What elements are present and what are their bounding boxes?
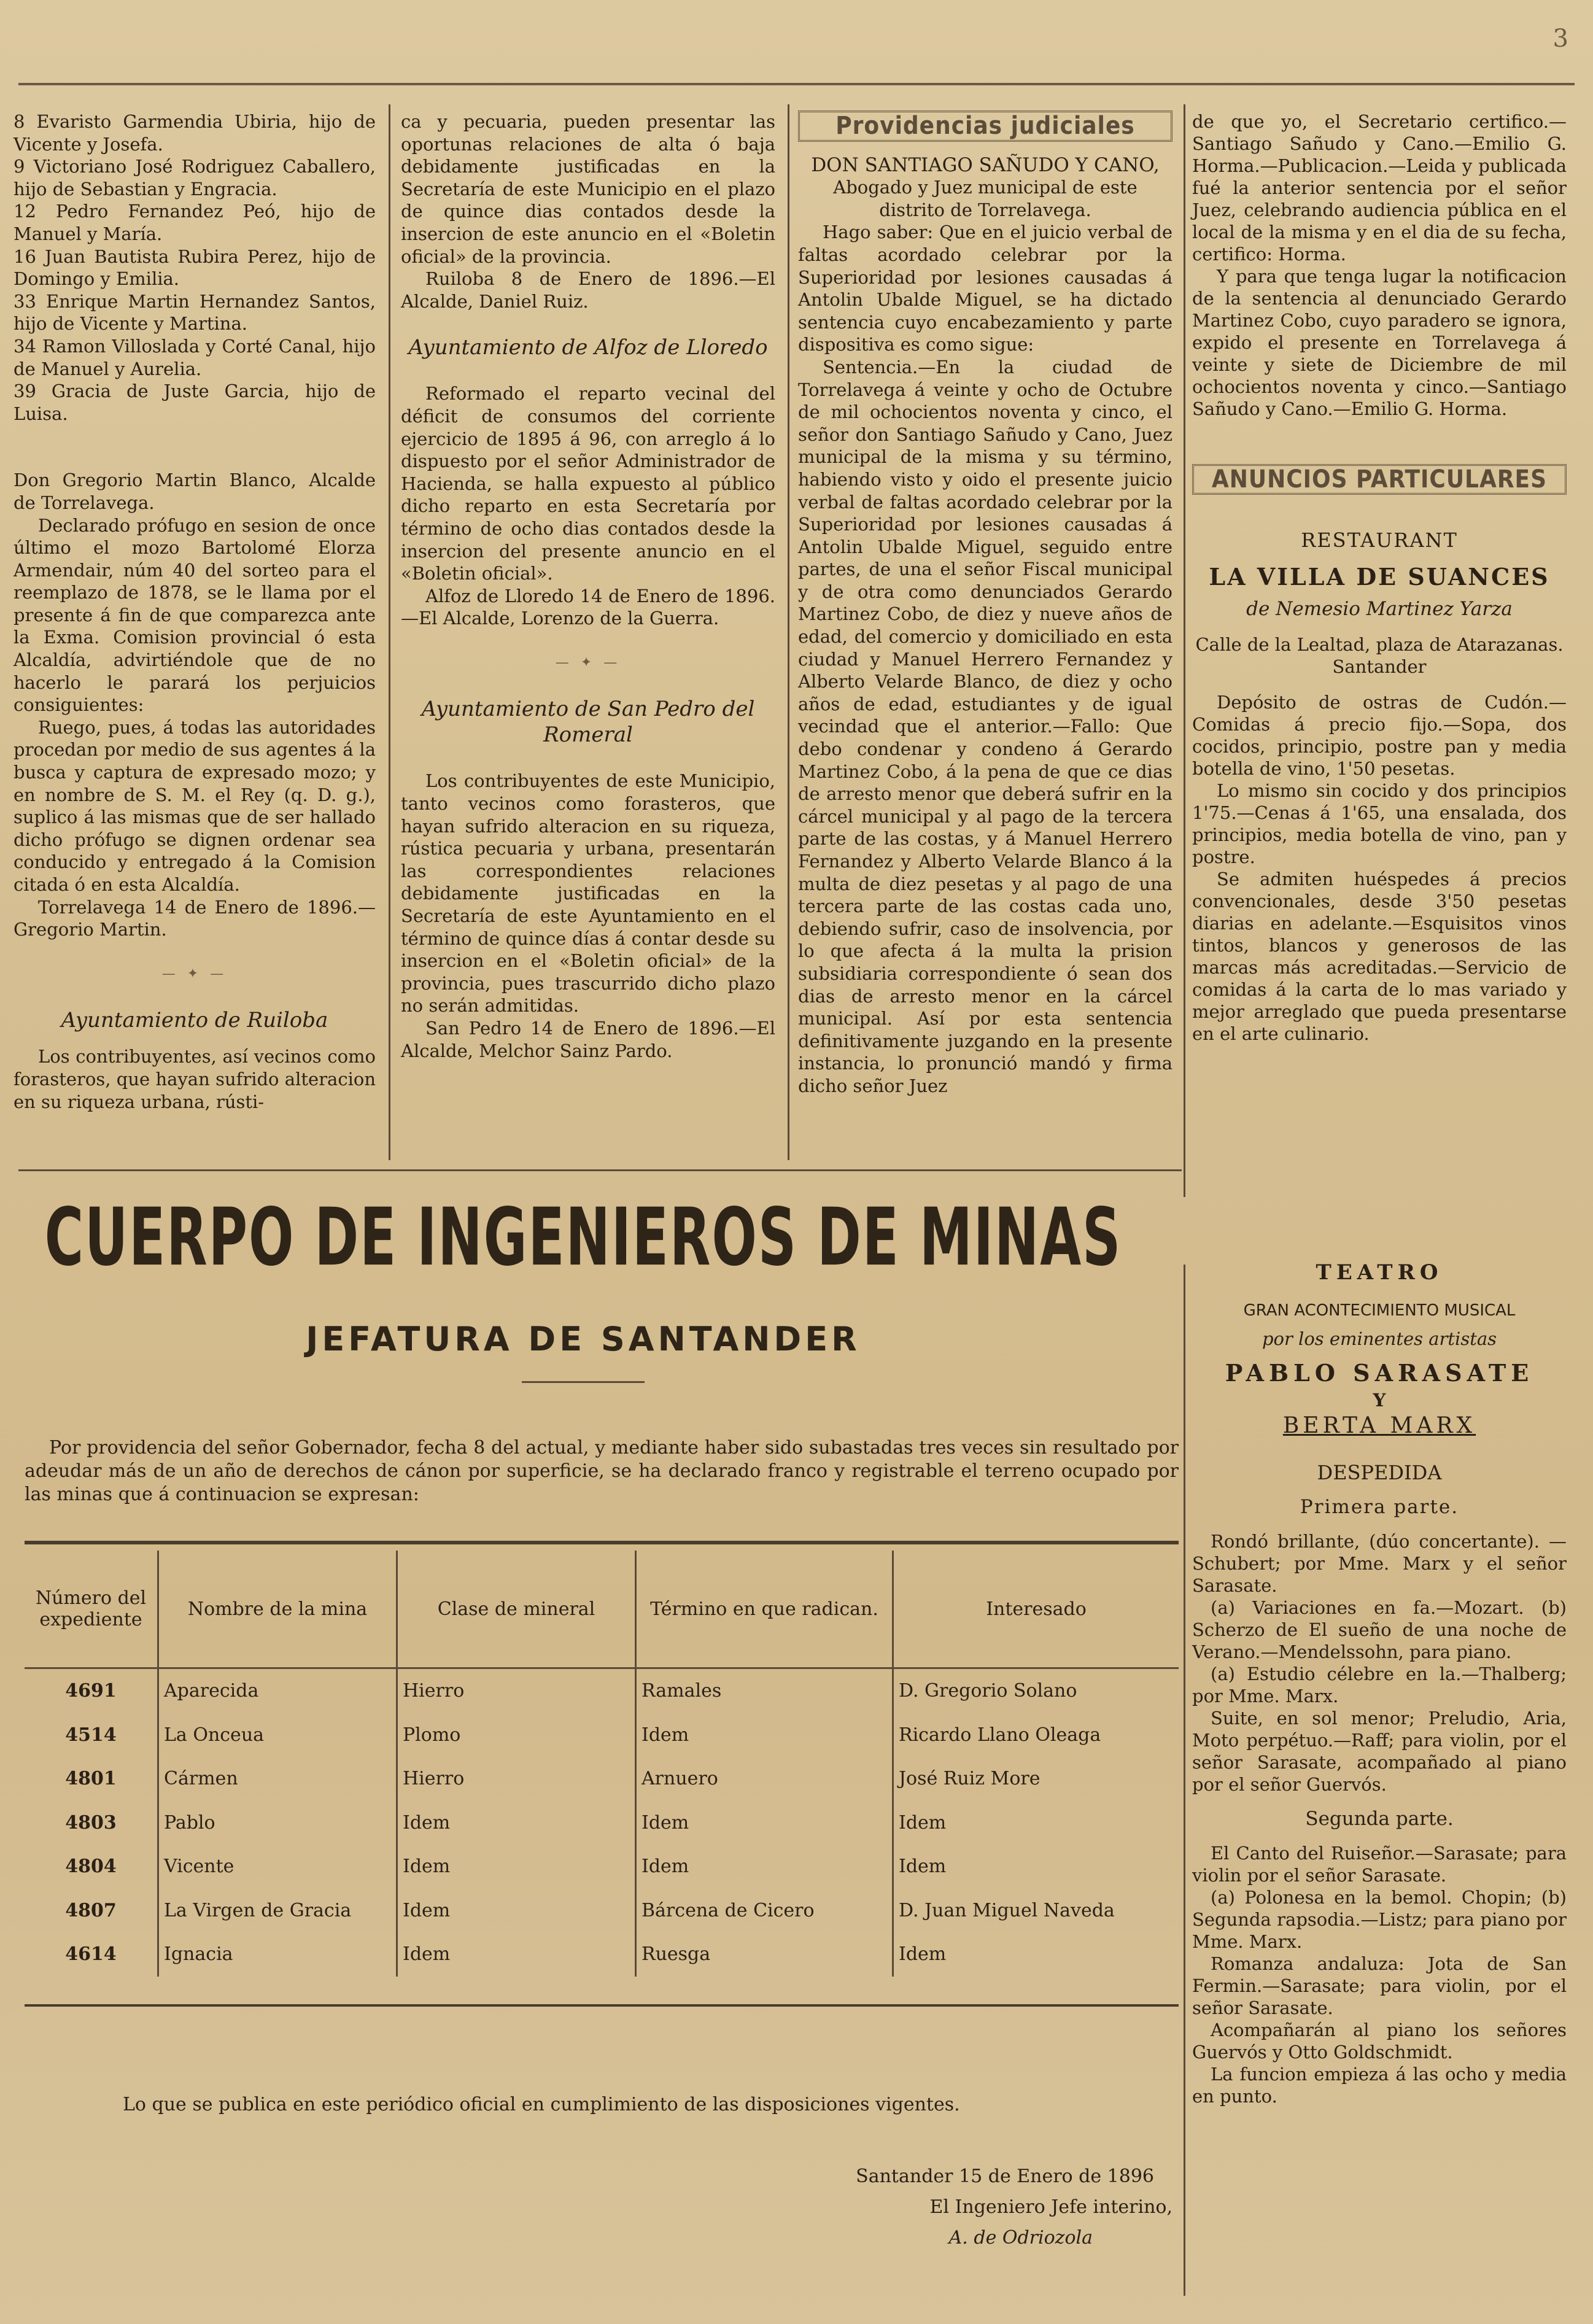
san-pedro-text: Los contribuyentes de este Municipio, tanto vecinos como forasteros, que hayan sufrido alteracion en su riqueza, rústica pecuaria y urbana, presentarán las correspondientes relaciones debidamente justificadas en la Secretaría de este Ayuntamiento en el término de quince días á contar desde su insercion en el «Boletin oficial» de la provincia, pues trascurrido dicho plazo no serán admitidas. [401,770,775,1017]
theatre-heading: TEATRO [1316,1260,1443,1285]
cell-expediente: 4614 [65,1943,117,1966]
section-heading-ads: ANUNCIOS PARTICULARES [1192,464,1567,495]
cell-mineral: Hierro [397,1668,636,1713]
header-cell: Número del expediente [25,1551,158,1668]
cell-expediente: 4807 [65,1899,117,1921]
cell-municipality: Bárcena de Cicero [636,1889,893,1933]
header-cell: Término en que radican. [636,1551,893,1668]
table-row [25,1713,1179,1757]
header-cell: Nombre de la mina [158,1551,397,1668]
edict-paragraph: Ruego, pues, á todas las autoridades procedan por medio de sus agentes á la busca y captura de expresado mozo; y en nombre de S. M. el Rey (q. D. g.), suplico á las mismas que de ser hallado dicho prófugo se dignen ordenar sea conducido y entregado á la Comision citada ó en esta Alcaldía. [14,716,376,895]
cell-expediente: 4691 [65,1680,117,1702]
header-cell: Clase de mineral [397,1551,636,1668]
mines-table [25,1551,1179,1977]
column-divider [788,104,789,1160]
restaurant-city: Santander [1332,656,1427,677]
mines-title: CUERPO DE INGENIEROS DE MINAS [44,1191,1122,1284]
restaurant-text: Se admiten huéspedes á precios convencionales, desde 3'50 pesetas diarias en adelante.—Esquisitos vinos tintos, blancos y generosos de las marcas más acreditadas.—Servicio de comidas á la carta de lo mas variado y mejor arreglado que pueda presentarse en el arte culinario. [1192,869,1567,1044]
table-row [25,1757,1179,1801]
column-2 [401,110,775,1062]
theatre-program [1192,1261,1567,2107]
artist-1: PABLO SARASATE [1225,1359,1534,1387]
program-item: Acompañarán al piano los señores Guervós y Otto Goldschmidt. [1192,2020,1567,2063]
restaurant-text: Lo mismo sin cocido y dos principios 1'75.—Cenas á 1'65, una ensalada, dos principios, media botella de vino, pan y postre. [1192,780,1567,867]
program-item: (a) Variaciones en fa.—Mozart. (b) Scherzo de El sueño de una noche de Verano.—Mendelssohn, para piano. [1192,1597,1567,1662]
table-header-row [25,1551,1179,1668]
cell-municipality: Idem [636,1713,893,1757]
header-cell: Interesado [893,1551,1179,1668]
table-row [25,1932,1179,1977]
cell-interested: Idem [893,1932,1179,1977]
cell-municipality: Arnuero [636,1757,893,1801]
cell-expediente: 4804 [65,1856,117,1878]
cell-mineral: Idem [397,1932,636,1977]
artist-2: BERTA MARX [1282,1413,1476,1438]
restaurant-address: Calle de la Lealtad, plaza de Atarazanas. [1195,634,1564,655]
program-item: La funcion empieza á las ocho y media en punto. [1192,2064,1567,2107]
signer-name: A. de Odriozola [948,2227,1093,2248]
part-one-heading: Primera parte. [1300,1496,1459,1518]
cell-mine: Ignacia [158,1932,397,1977]
table-row [25,1668,1179,1713]
judge-role: Abogado y Juez municipal de este distrito de Torrelavega. [833,177,1138,220]
cell-interested: D. Juan Miguel Naveda [893,1889,1179,1933]
cell-expediente: 4514 [65,1724,117,1746]
section-heading-san-pedro: Ayuntamiento de San Pedro del Romeral [421,697,755,748]
restaurant-text: Depósito de ostras de Cudón.—Comidas á precio fijo.—Sopa, dos cocidos, principio, postre pan y media botella de vino, 1'50 pesetas. [1192,692,1567,779]
farewell-title: DESPEDIDA [1317,1461,1442,1484]
cell-interested: José Ruiz More [893,1757,1179,1801]
san-pedro-signature: San Pedro 14 de Enero de 1896.—El Alcalde, Melchor Sainz Pardo. [401,1018,775,1061]
cell-mineral: Idem [397,1889,636,1933]
column-4 [1192,110,1567,1045]
edict-paragraph: Declarado prófugo en sesion de once último el mozo Bartolomé Elorza Armendair, núm 40 del sorteo para el reemplazo de 1878, se le llama por el presente á fin de que comparezca ante la Exma. Comision provincial ó esta Alcaldía, advirtiéndole que de no hacerlo le parará los perjuicios consiguientes: [14,514,376,716]
column-1 [14,110,376,1113]
alfoz-text: Reformado el reparto vecinal del déficit de consumos del corriente ejercicio de 1895 á 96, con arreglo á lo dispuesto por el señor Administrador de Hacienda, se halla expuesto al público dicho reparto en esta Secretaría por término de ocho dias contados desde la insercion del presente anuncio en el «Boletin oficial». [401,383,775,584]
ruiloba-text-continued: ca y pecuaria, pueden presentar las oportunas relaciones de alta ó baja debidamente justificadas en la Secretaría de este Municipio en el plazo de quince dias contados desde la insercion de este anuncio en el «Boletin oficial» de la provincia. [401,111,775,267]
cell-mine: Aparecida [158,1668,397,1713]
cell-expediente: 4803 [65,1811,117,1834]
column-divider [1184,1265,1185,2296]
cell-municipality: Idem [636,1845,893,1889]
cell-municipality: Ruesga [636,1932,893,1977]
judicial-notification: Y para que tenga lugar la notificacion de la sentencia al denunciado Gerardo Martinez Cobo, cuyo paradero se ignora, expido el presente en Torrelavega á veinte y siete de Diciembre de mil ochocientos noventa y cinco.—Santiago Sañudo y Cano.—Emilio G. Horma. [1192,266,1567,419]
program-item: (a) Estudio célebre en la.—Thalberg; por Mme. Marx. [1192,1664,1567,1706]
mines-subtitle: JEFATURA DE SANTANDER [306,1320,861,1358]
table-top-rule [25,1541,1179,1544]
separator-ornament: — ✦ — [161,966,228,982]
restaurant-owner: de Nemesio Martinez Yarza [1246,598,1513,620]
section-rule [18,1169,1182,1171]
judicial-paragraph-continued: de que yo, el Secretario certifico.—Santiago Sañudo y Cano.—Emilio G. Horma.—Publicacion.—Leida y publicada fué la anterior sentencia por el señor Juez, celebrando audiencia pública en el local de la misma y en el dia de su fecha, certifico: Horma. [1192,111,1567,265]
table-bottom-rule [25,2004,1179,2007]
cell-municipality: Ramales [636,1668,893,1713]
cell-mineral: Plomo [397,1713,636,1757]
section-heading-alfoz: Ayuntamiento de Alfoz de Lloredo [408,335,768,360]
list-item: 34 Ramon Villoslada y Corté Canal, hijo de Manuel y Aurelia. [14,335,376,379]
cell-municipality: Idem [636,1801,893,1845]
cell-mine: Cármen [158,1757,397,1801]
program-item: El Canto del Ruiseñor.—Sarasate; para violin por el señor Sarasate. [1192,1843,1567,1886]
section-heading-ruiloba: Ayuntamiento de Ruiloba [61,1008,328,1033]
column-divider [389,104,390,1160]
cell-mineral: Idem [397,1845,636,1889]
list-item: 33 Enrique Martin Hernandez Santos, hijo de Vicente y Martina. [14,290,376,335]
table-row [25,1845,1179,1889]
top-rule [18,83,1575,85]
program-item: (a) Polonesa en la bemol. Chopin; (b) Segunda rapsodia.—Listz; para piano por Mme. Marx. [1192,1887,1567,1952]
section-heading-judicial: Providencias judiciales [798,110,1172,142]
event-title: GRAN ACONTECIMIENTO MUSICAL [1243,1301,1516,1320]
edict-heading: Don Gregorio Martin Blanco, Alcalde de Torrelavega. [14,470,376,513]
list-item: 8 Evaristo Garmendia Ubiria, hijo de Vicente y Josefa. [14,111,376,155]
cell-expediente: 4801 [65,1768,117,1790]
mines-intro: Por providencia del señor Gobernador, fecha 8 del actual, y mediante haber sido subastadas tres veces sin resultado por adeudar más de un año de derechos de cánon por superficie, se ha declarado franco y registrable el terreno ocupado por las minas que á continuacion se expresan: [25,1437,1179,1505]
part-two-heading: Segunda parte. [1305,1808,1454,1830]
signer-title: El Ingeniero Jefe interino, [929,2196,1172,2218]
judicial-paragraph: Hago saber: Que en el juicio verbal de faltas acordado celebrar por la Superioridad por lesiones causadas á Antolin Ubalde Miguel, se ha dictado sentencia cuyo encabezamiento y parte dispositiva es como sigue: [798,222,1172,355]
event-subtitle: por los eminentes artistas [1262,1328,1497,1349]
cell-mine: La Virgen de Gracia [158,1889,397,1933]
column-divider [1184,104,1185,1197]
program-item: Romanza andaluza: Jota de San Fermin.—Sarasate; para violin, por el señor Sarasate. [1192,1953,1567,2018]
judge-name: DON SANTIAGO SAÑUDO Y CANO, [811,153,1160,176]
mines-footer: Lo que se publica en este periódico oficial en cumplimiento de las disposiciones vigentes. [123,2094,960,2115]
cell-mineral: Idem [397,1801,636,1845]
cell-interested: D. Gregorio Solano [893,1668,1179,1713]
cell-interested: Idem [893,1845,1179,1889]
table-row [25,1889,1179,1933]
cell-mineral: Hierro [397,1757,636,1801]
list-item: 16 Juan Bautista Rubira Perez, hijo de Domingo y Emilia. [14,246,376,290]
cell-interested: Ricardo Llano Oleaga [893,1713,1179,1757]
edict-signature: Torrelavega 14 de Enero de 1896.—Gregorio Martin. [14,896,376,940]
list-item: 39 Gracia de Juste Garcia, hijo de Luisa. [14,381,376,424]
short-rule [522,1381,645,1383]
table-row [25,1801,1179,1845]
judicial-sentence: Sentencia.—En la ciudad de Torrelavega á veinte y ocho de Octubre de mil ochocientos noventa y cinco, el señor don Santiago Sañudo y Cano, Juez municipal de la misma y su término, habiendo visto y oido el presente juicio verbal de faltas acordado celebrar por la Superioridad por lesiones causadas á Antolin Ubalde Miguel, seguido entre partes, de una el señor Fiscal municipal y de otra como denunciados Gerardo Martinez Cobo, de diez y nueve años de edad, del comercio y domiciliado en esta ciudad y Manuel Herrero Fernandez y Alberto Velarde Blanco, de diez y ocho años de edad, estudiantes y de igual vecindad que el anterior.—Fallo: Que debo condenar y condeno á Gerardo Martinez Cobo, á la pena de que ce dias de arresto menor que deberá sufrir en la cárcel municipal y al pago de la tercera parte de las costas, y á Manuel Herrero Fernandez y Alberto Velarde Blanco á la multa de diez pesetas y al pago de una tercera parte de las costas cada uno, debiendo sufrir, caso de insolvencia, por lo que afecta á la multa la prision subsidiaria correspondiente ó sean dos dias de arresto menor en la cárcel municipal. Así por esta sentencia definitivamente juzgando en la presente instancia, lo pronunció mandó y firma dicho señor Juez [798,356,1172,1096]
restaurant-name: LA VILLA DE SUANCES [1209,563,1550,591]
alfoz-signature: Alfoz de Lloredo 14 de Enero de 1896.—El Alcalde, Lorenzo de la Guerra. [401,585,775,629]
cell-interested: Idem [893,1801,1179,1845]
program-item: Suite, en sol menor; Preludio, Aria, Moto perpétuo.—Raff; para violin, por el señor Sarasate, acompañado al piano por el señor Guervós. [1192,1708,1567,1795]
program-item: Rondó brillante, (dúo concertante). —Schubert; por Mme. Marx y el señor Sarasate. [1192,1531,1567,1596]
page-number: 3 [1552,25,1568,53]
ruiloba-text: Los contribuyentes, así vecinos como forasteros, que hayan sufrido alteracion en su riqueza urbana, rústi- [14,1046,376,1112]
cell-mine: La Onceua [158,1713,397,1757]
column-3 [798,110,1172,1098]
cell-mine: Vicente [158,1845,397,1889]
separator-ornament: — ✦ — [555,654,621,670]
mines-date: Santander 15 de Enero de 1896 [856,2166,1154,2187]
list-item: 12 Pedro Fernandez Peó, hijo de Manuel y María. [14,201,376,244]
list-item: 9 Victoriano José Rodriguez Caballero, hijo de Sebastian y Engracia. [14,156,376,199]
restaurant-label: RESTAURANT [1301,529,1458,552]
ruiloba-signature: Ruiloba 8 de Enero de 1896.—El Alcalde, Daniel Ruiz. [401,268,775,312]
cell-mine: Pablo [158,1801,397,1845]
conjunction: Y [1373,1390,1386,1411]
